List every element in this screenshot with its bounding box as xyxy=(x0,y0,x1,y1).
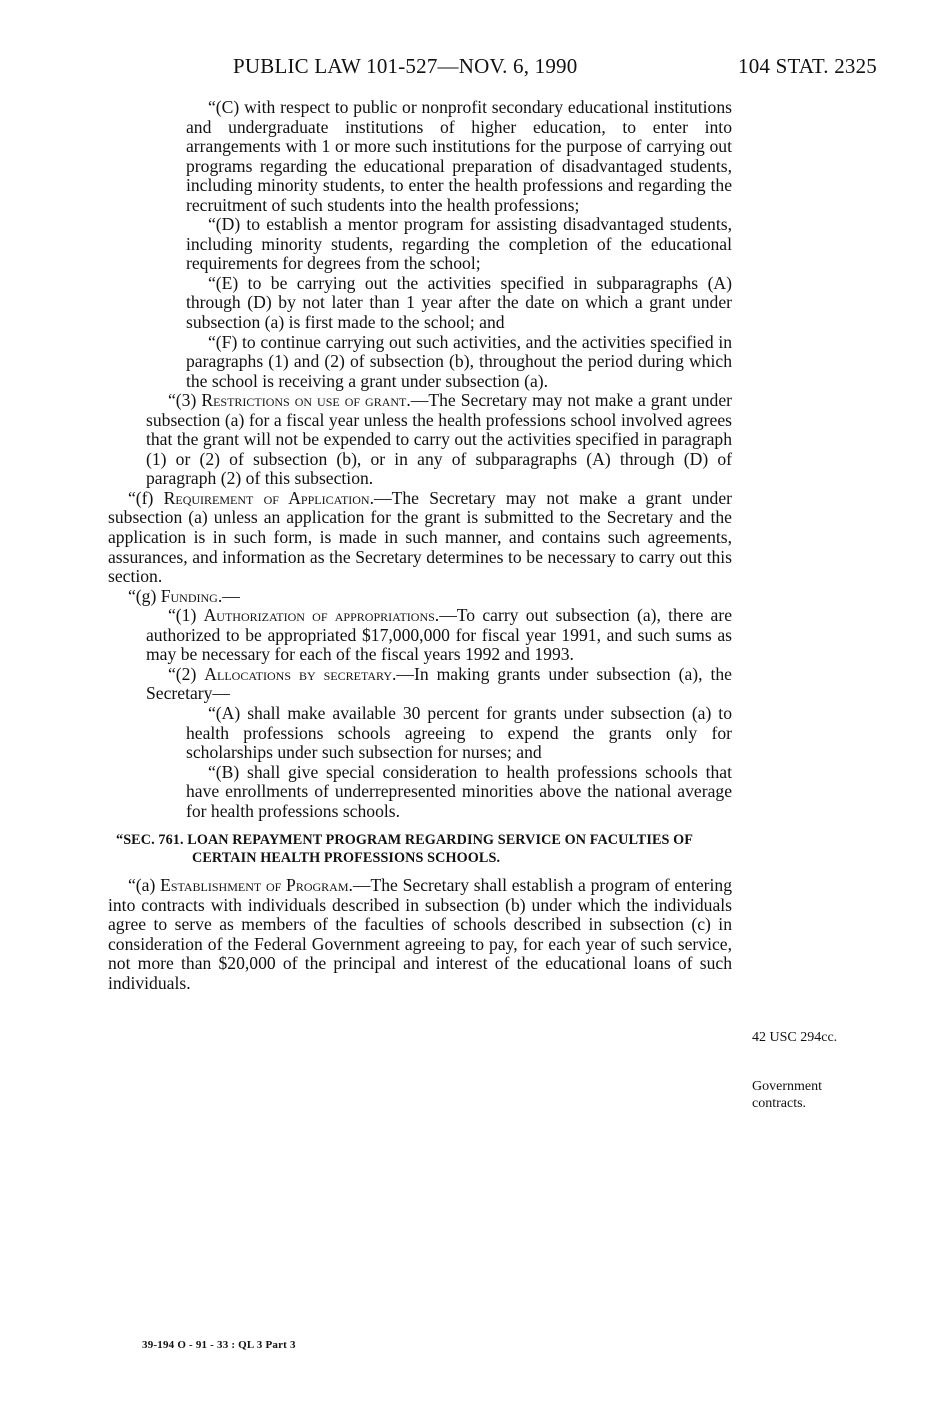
subsection-g-dash: .— xyxy=(217,585,240,606)
subparagraph-g2-b: “(B) shall give special consideration to health professions schools that have enrollments of underrepresented minorities above the national average for health professions schools. xyxy=(186,761,732,821)
subparagraph-c: “(C) with respect to public or nonprofit secondary educational institutions and undergraduate institutions of higher education, to enter into arrangements with 1 or more such institutions for the purpose of carrying out programs regarding the educational preparation of disadvantaged students, including minority students, to enter the health professions and regarding the recruitment of such students into the health professions; xyxy=(186,97,732,215)
subsection-f xyxy=(108,489,732,587)
section-761-heading: “SEC. 761. LOAN REPAYMENT PROGRAM REGARDING SERVICE ON FACULTIES OF CERTAIN HEALTH PROFESSIONS SCHOOLS. xyxy=(116,832,693,867)
subsection-a-heading: Establishment of Program xyxy=(160,875,349,896)
paragraph-g2-body: .—In making grants under subsection (a), the Secretary— xyxy=(146,663,732,704)
paragraph-g1 xyxy=(108,606,732,665)
law-title: PUBLIC LAW 101-527—NOV. 6, 1990 xyxy=(233,54,578,78)
paragraph-g1-number: “(1) xyxy=(168,605,204,626)
subsection-g xyxy=(108,587,732,607)
paragraph-g2-number: “(2) xyxy=(168,663,205,684)
paragraph-3-body: .—The Secretary may not make a grant under subsection (a) for a fiscal year unless the health professions school involved agrees that the grant will not be expended to carry out the activities specified in paragraph (1) or (2) of subsection (b), or in any of subparagraphs (A) through (D) of paragraph (2) of this subsection. xyxy=(146,390,732,489)
subsection-f-body: .—The Secretary may not make a grant under subsection (a) unless an application for the grant is submitted to the Secretary and the application is in such form, is made in such manner, and contains such agreements, assurances, and information as the Secretary determines to be necessary to carry out this section. xyxy=(108,487,732,587)
paragraph-g1-heading: Authorization of appropriations xyxy=(203,605,435,626)
subsection-a-body: .—The Secretary shall establish a program of entering into contracts with individuals described in subsection (b) under which the individuals agree to serve as members of the faculties of schools described in subsection (c) in consideration of the Federal Government agreeing to pay, for each year of such service, not more than $20,000 of the principal and interest of the educational loans of such individuals. xyxy=(108,875,732,993)
stat-page-number: 104 STAT. 2325 xyxy=(738,54,877,78)
subparagraph-f: “(F) to continue carrying out such activities, and the activities specified in paragraphs (1) and (2) of subsection (b), throughout the period during which the school is receiving a grant under subsection (a). xyxy=(186,331,732,391)
subparagraph-d: “(D) to establish a mentor program for assisting disadvantaged students, including minority students, regarding the completion of the educational requirements for degrees from the school; xyxy=(186,214,732,274)
subsection-g-heading: Funding xyxy=(160,585,218,606)
margin-note-government: Government xyxy=(752,1079,822,1094)
subsection-a-number: “(a) xyxy=(128,875,161,896)
subparagraph-g2-a: “(A) shall make available 30 percent for grants under subsection (a) to health professions schools agreeing to expend the grants only for scholarships under such subsection for nurses; and xyxy=(186,702,732,763)
subparagraph-e: “(E) to be carrying out the activities specified in subparagraphs (A) through (D) by not later than 1 year after the date on which a grant under subsection (a) is first made to the school; and xyxy=(186,272,732,333)
print-footer: 39-194 O - 91 - 33 : QL 3 Part 3 xyxy=(142,1339,296,1351)
paragraph-3-heading: Restrictions on use of grant xyxy=(201,390,407,411)
paragraph-3-number: “(3) xyxy=(168,390,202,411)
subsection-a xyxy=(108,876,732,993)
margin-note-contracts: contracts. xyxy=(752,1096,807,1111)
paragraph-g2 xyxy=(108,665,732,704)
subsection-f-heading: Requirement of Application xyxy=(163,487,370,508)
subsection-f-number: “(f) xyxy=(128,487,164,508)
paragraph-g2-heading: Allocations by secretary xyxy=(204,663,392,684)
page-header xyxy=(0,54,947,84)
statute-text xyxy=(108,98,732,994)
paragraph-g1-body: .—To carry out subsection (a), there are authorized to be appropriated $17,000,000 for fiscal year 1991, and such sums as may be necessary for each of the fiscal years 1992 and 1993. xyxy=(146,605,732,665)
subsection-g-number: “(g) xyxy=(128,585,161,606)
paragraph-3 xyxy=(108,391,732,489)
margin-note-usc: 42 USC 294cc. xyxy=(752,1030,838,1045)
